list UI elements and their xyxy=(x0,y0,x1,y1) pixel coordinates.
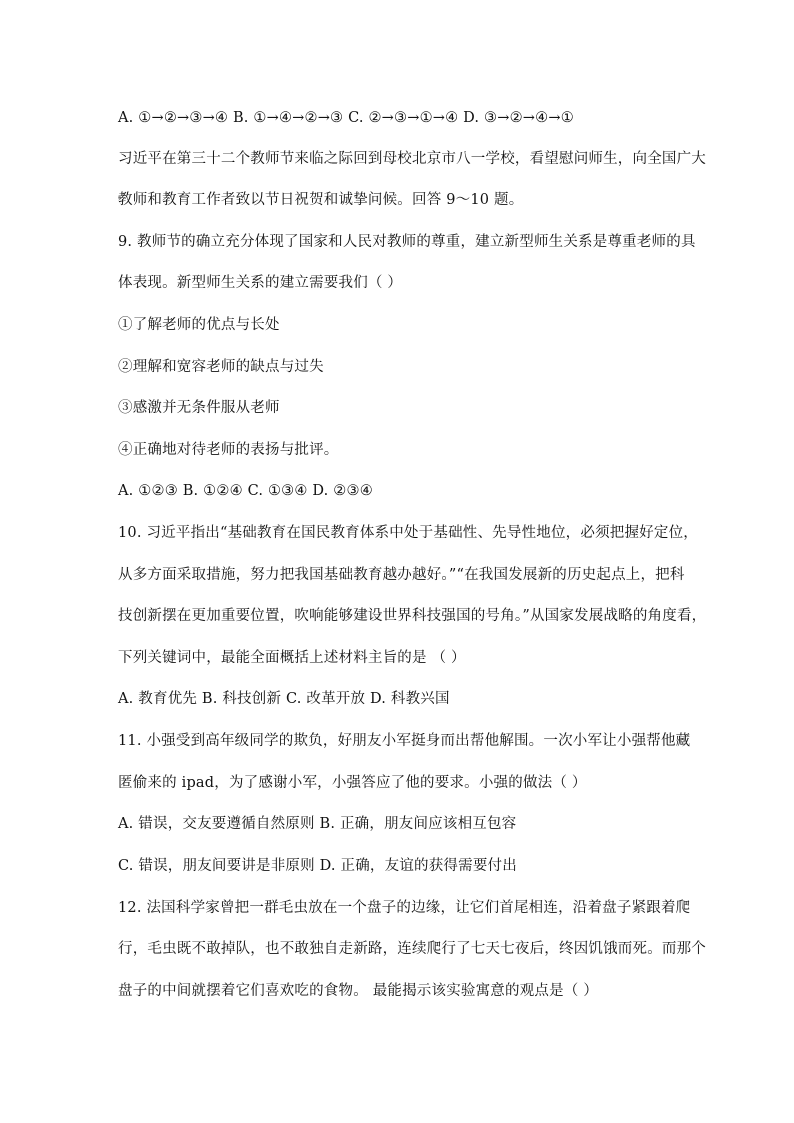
q12-stem-line-1: 12. 法国科学家曾把一群毛虫放在一个盘子的边缘，让它们首尾相连，沿着盘子紧跟着爬 xyxy=(118,900,691,916)
q10-options: A. 教育优先 B. 科技创新 C. 改革开放 D. 科教兴国 xyxy=(118,691,450,707)
intro-line-1: 习近平在第三十二个教师节来临之际回到母校北京市八一学校，看望慰问师生，向全国广大 xyxy=(118,151,706,167)
q9-stem-line-1: 9. 教师节的确立充分体现了国家和人民对教师的尊重，建立新型师生关系是尊重老师的具 xyxy=(118,234,696,250)
q12-stem-line-2: 行，毛虫既不敢掉队，也不敢独自走新路，连续爬行了七天七夜后，终因饥饿而死。而那个 xyxy=(118,941,706,957)
q12-stem-line-3: 盘子的中间就摆着它们喜欢吃的食物。 最能揭示该实验寓意的观点是（ ） xyxy=(118,983,599,999)
q10-stem-line-3: 技创新摆在更加重要位置，吹响能够建设世界科技强国的号角。”从国家发展战略的角度看， xyxy=(118,608,707,624)
q10-stem-line-1: 10. 习近平指出“基础教育在国民教育体系中处于基础性、先导性地位，必须把握好定位， xyxy=(118,525,698,541)
q10-stem-line-4: 下列关键词中，最能全面概括上述材料主旨的是 （ ） xyxy=(118,650,466,666)
q11-stem-line-2: 匿偷来的 ipad，为了感谢小军，小强答应了他的要求。小强的做法（ ） xyxy=(118,775,587,791)
q9-item-3: ③感激并无条件服从老师 xyxy=(118,400,280,416)
q9-item-1: ①了解老师的优点与长处 xyxy=(118,317,280,333)
q11-options-row-1: A. 错误，交友要遵循自然原则 B. 正确，朋友间应该相互包容 xyxy=(118,816,517,832)
q8-options: A. ①→②→③→④ B. ①→④→②→③ C. ②→③→①→④ D. ③→②→④→① xyxy=(118,110,574,126)
q9-options: A. ①②③ B. ①②④ C. ①③④ D. ②③④ xyxy=(118,483,373,499)
q9-item-2: ②理解和宽容老师的缺点与过失 xyxy=(118,359,324,375)
q11-stem-line-1: 11. 小强受到高年级同学的欺负，好朋友小军挺身而出帮他解围。一次小军让小强帮他藏 xyxy=(118,733,691,749)
intro-line-2: 教师和教育工作者致以节日祝贺和诚挚问候。回答 9～10 题。 xyxy=(118,192,524,208)
q9-stem-line-2: 体表现。新型师生关系的建立需要我们（ ） xyxy=(118,275,403,291)
q9-item-4: ④正确地对待老师的表扬与批评。 xyxy=(118,442,339,458)
q10-stem-line-2: 从多方面采取措施，努力把我国基础教育越办越好。”“在我国发展新的历史起点上，把科 xyxy=(118,567,685,583)
q11-options-row-2: C. 错误，朋友间要讲是非原则 D. 正确，友谊的获得需要付出 xyxy=(118,858,517,874)
